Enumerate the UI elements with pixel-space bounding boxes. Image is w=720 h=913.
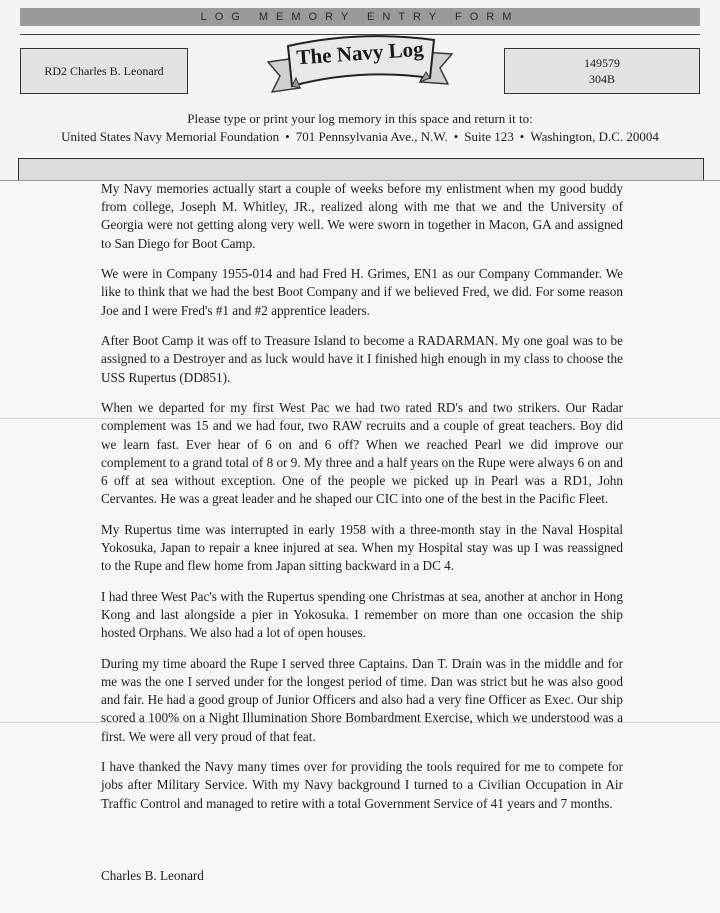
memory-paragraph: When we departed for my first West Pac we had two rated RD's and two strikers. Our Radar complement was 15 and we had four, two RAW recruits and a couple of great teachers. Boy did we learn fast. Ever hear of 6 on and 6 off? When we reached Pearl we did improve our complement to a grand total of 8 or 9. My three and a half years on the Rupe were always 6 on and 6 off at sea without exception. One of the people we picked up in Pearl was a RD1, John Cervantes. He was a great leader and he shaped our CIC into one of the best in the Pacific Fleet. (101, 400, 623, 507)
memory-paragraph: My Rupertus time was interrupted in early 1958 with a three-month stay in the Naval Hospital Yokosuka, Japan to repair a knee injured at sea. When my Hospital stay was up I was reassigned to the Rupe and flew home from Japan sitting backward in a DC 4. (101, 521, 623, 574)
address-suite: Suite 123 (464, 129, 514, 144)
memory-paragraph: I have thanked the Navy many times over for providing the tools required for me to compete for jobs after Military Service. With my Navy background I turned to a Civilian Occupation in Air Traffic Control and managed to retire with a total Government Service of 41 years and 7 months. (101, 759, 623, 811)
id-code: 304B (588, 72, 615, 86)
address-org: United States Navy Memorial Foundation (61, 129, 280, 144)
id-box (504, 48, 700, 94)
address-street: 701 Pennsylvania Ave., N.W. (295, 129, 448, 144)
address-separator: • (519, 129, 525, 144)
memory-paragraph: I had three West Pac's with the Rupertus spending one Christmas at sea, another at anchor in Hong Kong and last alongside a pier in Yokosuka. I remember on more than one occasion the ship hosted Orphans. We also had a lot of open houses. (101, 588, 623, 641)
signature: Charles B. Leonard (101, 868, 204, 883)
memory-paragraph: After Boot Camp it was off to Treasure Island to become a RADARMAN. My one goal was to be assigned to a Destroyer and as luck would have it I finished high enough in my class to choose the USS Rupertus (DD851). (101, 333, 623, 385)
logo-title: The Navy Log (295, 36, 425, 70)
memory-paragraph: During my time aboard the Rupe I served three Captains. Dan T. Drain was in the middle and for me was the one I served under for the longest period of time. Dan was strict but he was also good and fair. He had a good group of Junior Officers and also had a very fine Officer as Exec. Our ship scored a 100% on a Night Illumination Shore Bombardment Exercise, which we understood was a first. We were all very proud of that feat. (101, 655, 623, 744)
instruction-text: Please type or print your log memory in this space and return it to: (187, 111, 533, 126)
address-separator: • (285, 129, 290, 144)
form-header-bar: LOG MEMORY ENTRY FORM (20, 8, 700, 26)
name-box: RD2 Charles B. Leonard (20, 48, 188, 94)
id-number: 149579 (584, 56, 620, 70)
address-separator: • (453, 129, 459, 144)
memory-paragraph: We were in Company 1955-014 and had Fred H. Grimes, EN1 as our Company Commander. We like to think that we had the best Boot Company and if we believed Fred, we did. For some reason Joe and I were Fred's #1 and #2 apprentice leaders. (101, 266, 623, 318)
memory-paragraph: My Navy memories actually start a couple of weeks before my enlistment when my good buddy from college, Joseph M. Whitley, JR., realized along with me that we and the University of Georgia were not getting along very well. We were sworn in together in Macon, GA and assigned to San Diego for Boot Camp. (101, 181, 623, 251)
entry-box-header (18, 158, 704, 181)
address-city: Washington, D.C. 20004 (530, 129, 659, 144)
mailing-address (0, 128, 720, 146)
memory-text (101, 180, 623, 825)
